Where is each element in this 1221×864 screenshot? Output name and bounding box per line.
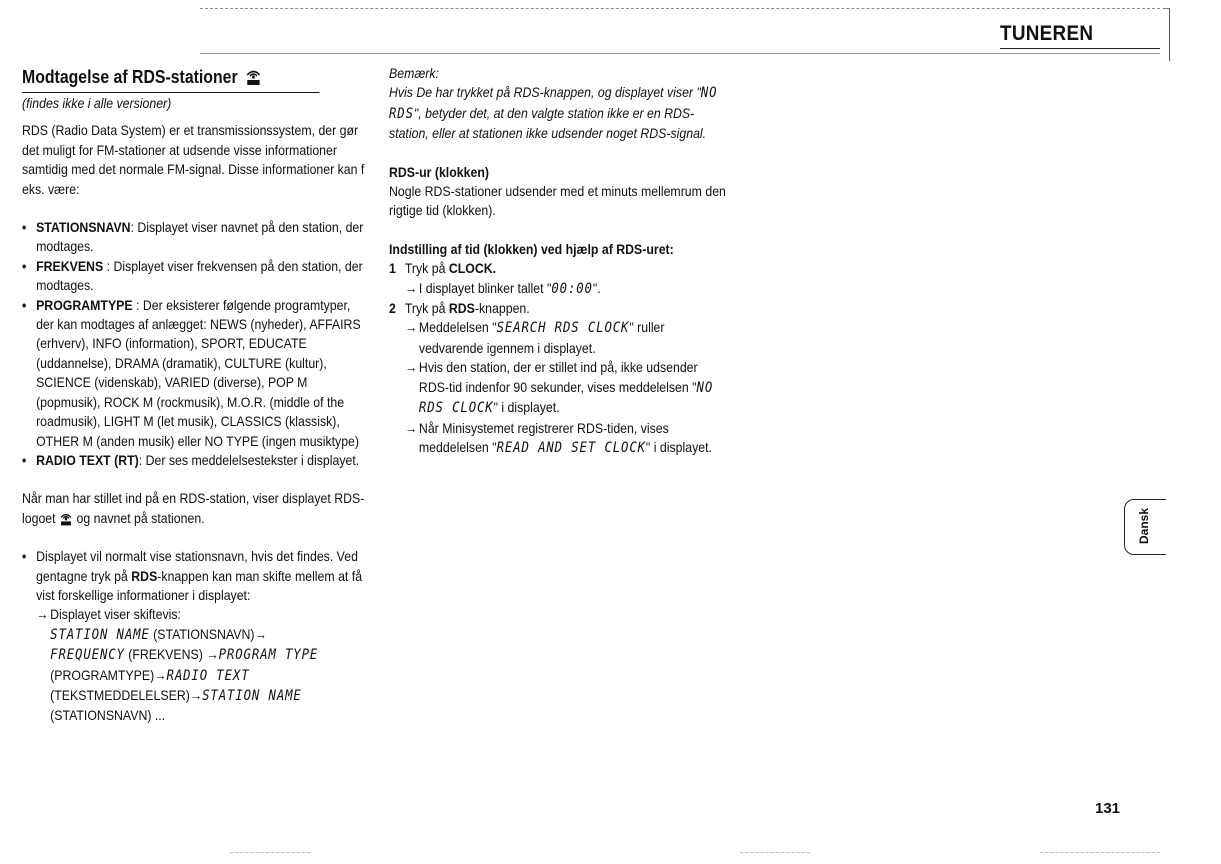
list-item-separator: : <box>103 257 114 274</box>
scan-artifact-line <box>740 852 810 853</box>
list-item-separator: : <box>132 296 143 313</box>
list-item-text: Der ses meddelelsestekster i displayet. <box>145 451 360 468</box>
lcd-text: RADIO TEXT <box>166 667 250 684</box>
rds-intro-paragraph: RDS (Radio Data System) er et transmissionssystem, der gør det muligt for FM-stationer at udsende visse informationer samtidig med det normale FM-signal. Disse informationer kan f eks. være: <box>22 122 365 197</box>
setting-heading: Indstilling af tid (klokken) ved hjælp af RDS-uret: <box>389 240 674 257</box>
rds-info-list <box>22 218 368 470</box>
section-title-rule <box>22 92 319 93</box>
lcd-text: NO RDS CLOCK <box>418 379 714 417</box>
list-item <box>22 547 368 726</box>
section-title <box>22 64 368 90</box>
lcd-text: PROGRAM TYPE <box>218 647 319 664</box>
step-number: 2 <box>389 300 396 317</box>
header-rule <box>1000 48 1160 49</box>
clock-paragraph: Nogle RDS-stationer udsender med et minuts mellemrum den rigtige tid (klokken). <box>389 183 726 219</box>
clock-heading: RDS-ur (klokken) <box>389 163 489 180</box>
lcd-text: 00:00 <box>551 280 593 297</box>
lcd-text: FREQUENCY <box>50 647 125 664</box>
step-2 <box>389 299 727 318</box>
rds-logo-icon <box>245 67 263 87</box>
list-item-term: FREKVENS <box>36 257 104 274</box>
toggle-text: Displayet vil normalt vise stationsnavn, hvis det findes. Ved gentagne tryk på <box>36 548 358 584</box>
result-text: " i displayet. <box>493 399 560 416</box>
step-text: Tryk på <box>404 300 449 317</box>
list-item-term: PROGRAMTYPE <box>36 296 133 313</box>
step-number: 1 <box>389 260 396 277</box>
result-text: ". <box>592 279 601 296</box>
result-text: " i displayet. <box>645 438 712 455</box>
page-header-title: TUNEREN <box>1000 22 1094 45</box>
note-title: Bemærk: <box>389 65 439 81</box>
sequence-intro: Displayet viser skiftevis: <box>50 606 181 623</box>
list-item <box>22 451 368 470</box>
rds-logo-paragraph-text: og navnet på stationen. <box>76 509 205 526</box>
page-number: 131 <box>1095 800 1121 817</box>
lcd-text: SEARCH RDS CLOCK <box>496 320 630 337</box>
rds-logo-paragraph <box>22 489 368 528</box>
result-text: Hvis den station, der er stillet ind på, ikke udsender RDS-tid indenfor 90 sekunder, vises meddelelsen " <box>418 359 698 395</box>
arrow-icon: → <box>254 625 267 642</box>
note-body <box>389 83 727 143</box>
scan-artifact-line <box>230 852 310 853</box>
list-item-separator: : <box>130 219 138 236</box>
lcd-label: (TEKSTMEDDELELSER) <box>50 686 190 703</box>
list-item <box>22 296 368 451</box>
rds-logo-paragraph-text: Når man har stillet ind på en RDS-station, viser displayet RDS-logoet <box>22 490 365 526</box>
rds-button-name: RDS <box>448 300 475 317</box>
arrow-icon: → <box>404 359 418 376</box>
display-sequence <box>36 605 368 725</box>
list-item <box>22 257 368 296</box>
language-tab-label: Dansk <box>1137 507 1151 544</box>
step-text: -knappen. <box>474 300 530 317</box>
availability-note: (findes ikke i alle versioner) <box>22 95 172 111</box>
lcd-label: (STATIONSNAVN) <box>153 625 255 642</box>
step-1-result <box>389 279 727 299</box>
list-item-term: STATIONSNAVN <box>36 219 131 236</box>
lcd-text: STATION NAME <box>50 626 150 643</box>
page-corner-mark <box>1163 8 1170 61</box>
lcd-label: (STATIONSNAVN) ... <box>50 707 166 724</box>
arrow-icon: → <box>206 646 219 663</box>
lcd-text: STATION NAME <box>202 687 302 704</box>
step-2-result <box>389 358 727 418</box>
lcd-label: (FREKVENS) <box>128 646 203 663</box>
result-text: Når Minisystemet registrerer RDS-tiden, vises meddelelsen " <box>418 419 669 455</box>
arrow-icon: → <box>404 279 418 296</box>
left-column <box>22 64 370 745</box>
list-item-text: Displayet viser navnet på den station, der modtages. <box>36 219 364 255</box>
rds-logo-icon <box>59 511 73 527</box>
step-1 <box>389 259 727 278</box>
arrow-icon: → <box>189 686 203 703</box>
scan-artifact-line <box>1040 852 1160 853</box>
note-text: ", betyder det, at den valgte station ikke er en RDS-station, eller at stationen ikke udsender noget RDS-signal. <box>389 104 707 142</box>
list-item-separator: : <box>138 451 146 468</box>
result-text: Meddelelsen " <box>418 319 497 336</box>
list-item-text: Der eksisterer følgende programtyper, der kan modtages af anlægget: NEWS (nyheder), AFFAIRS (erhverv), INFO (information), SPORT, EDUCATE (uddannelse), DRAMA (dramatik), CULTURE (kultur), SCIENCE (videnskab), VARIED (diverse), POP M (popmusik), ROCK M (rockmusik), M.O.R. (middle of the roadmusik), LIGHT M (let musik), CLASSICS (klassisk), OTHER M (anden musik) eller NO TYPE (ingen musiktype) <box>36 296 361 449</box>
list-item-text: Displayet viser frekvensen på den station, der modtages. <box>36 257 363 294</box>
arrow-icon: → <box>404 319 418 336</box>
list-item <box>22 218 368 257</box>
lcd-text: READ AND SET CLOCK <box>496 439 646 456</box>
toggle-text: -knappen kan man skifte mellem at få vist forskellige informationer i displayet: <box>36 567 363 603</box>
arrow-icon: → <box>36 606 49 623</box>
arrow-icon: → <box>404 419 418 436</box>
lcd-text: NO RDS <box>389 85 718 122</box>
scan-artifact-line <box>200 8 1160 9</box>
list-item-term: RADIO TEXT (RT) <box>36 451 139 468</box>
clock-button-name: CLOCK. <box>448 260 497 277</box>
step-2-result <box>389 318 727 358</box>
right-column <box>389 64 729 458</box>
step-2-result <box>389 419 727 459</box>
step-text: Tryk på <box>404 260 449 277</box>
rds-button-name: RDS <box>131 567 158 584</box>
result-text: I displayet blinker tallet " <box>418 279 552 296</box>
scan-artifact-line <box>200 53 1160 54</box>
arrow-icon: → <box>154 666 167 683</box>
result-text: " ruller vedvarende igennem i displayet. <box>418 319 665 356</box>
display-toggle-list <box>22 547 368 726</box>
section-title-text: Modtagelse af RDS-stationer <box>22 67 238 87</box>
lcd-label: (PROGRAMTYPE) <box>50 666 155 683</box>
note-text: Hvis De har trykket på RDS-knappen, og displayet viser " <box>389 84 701 101</box>
